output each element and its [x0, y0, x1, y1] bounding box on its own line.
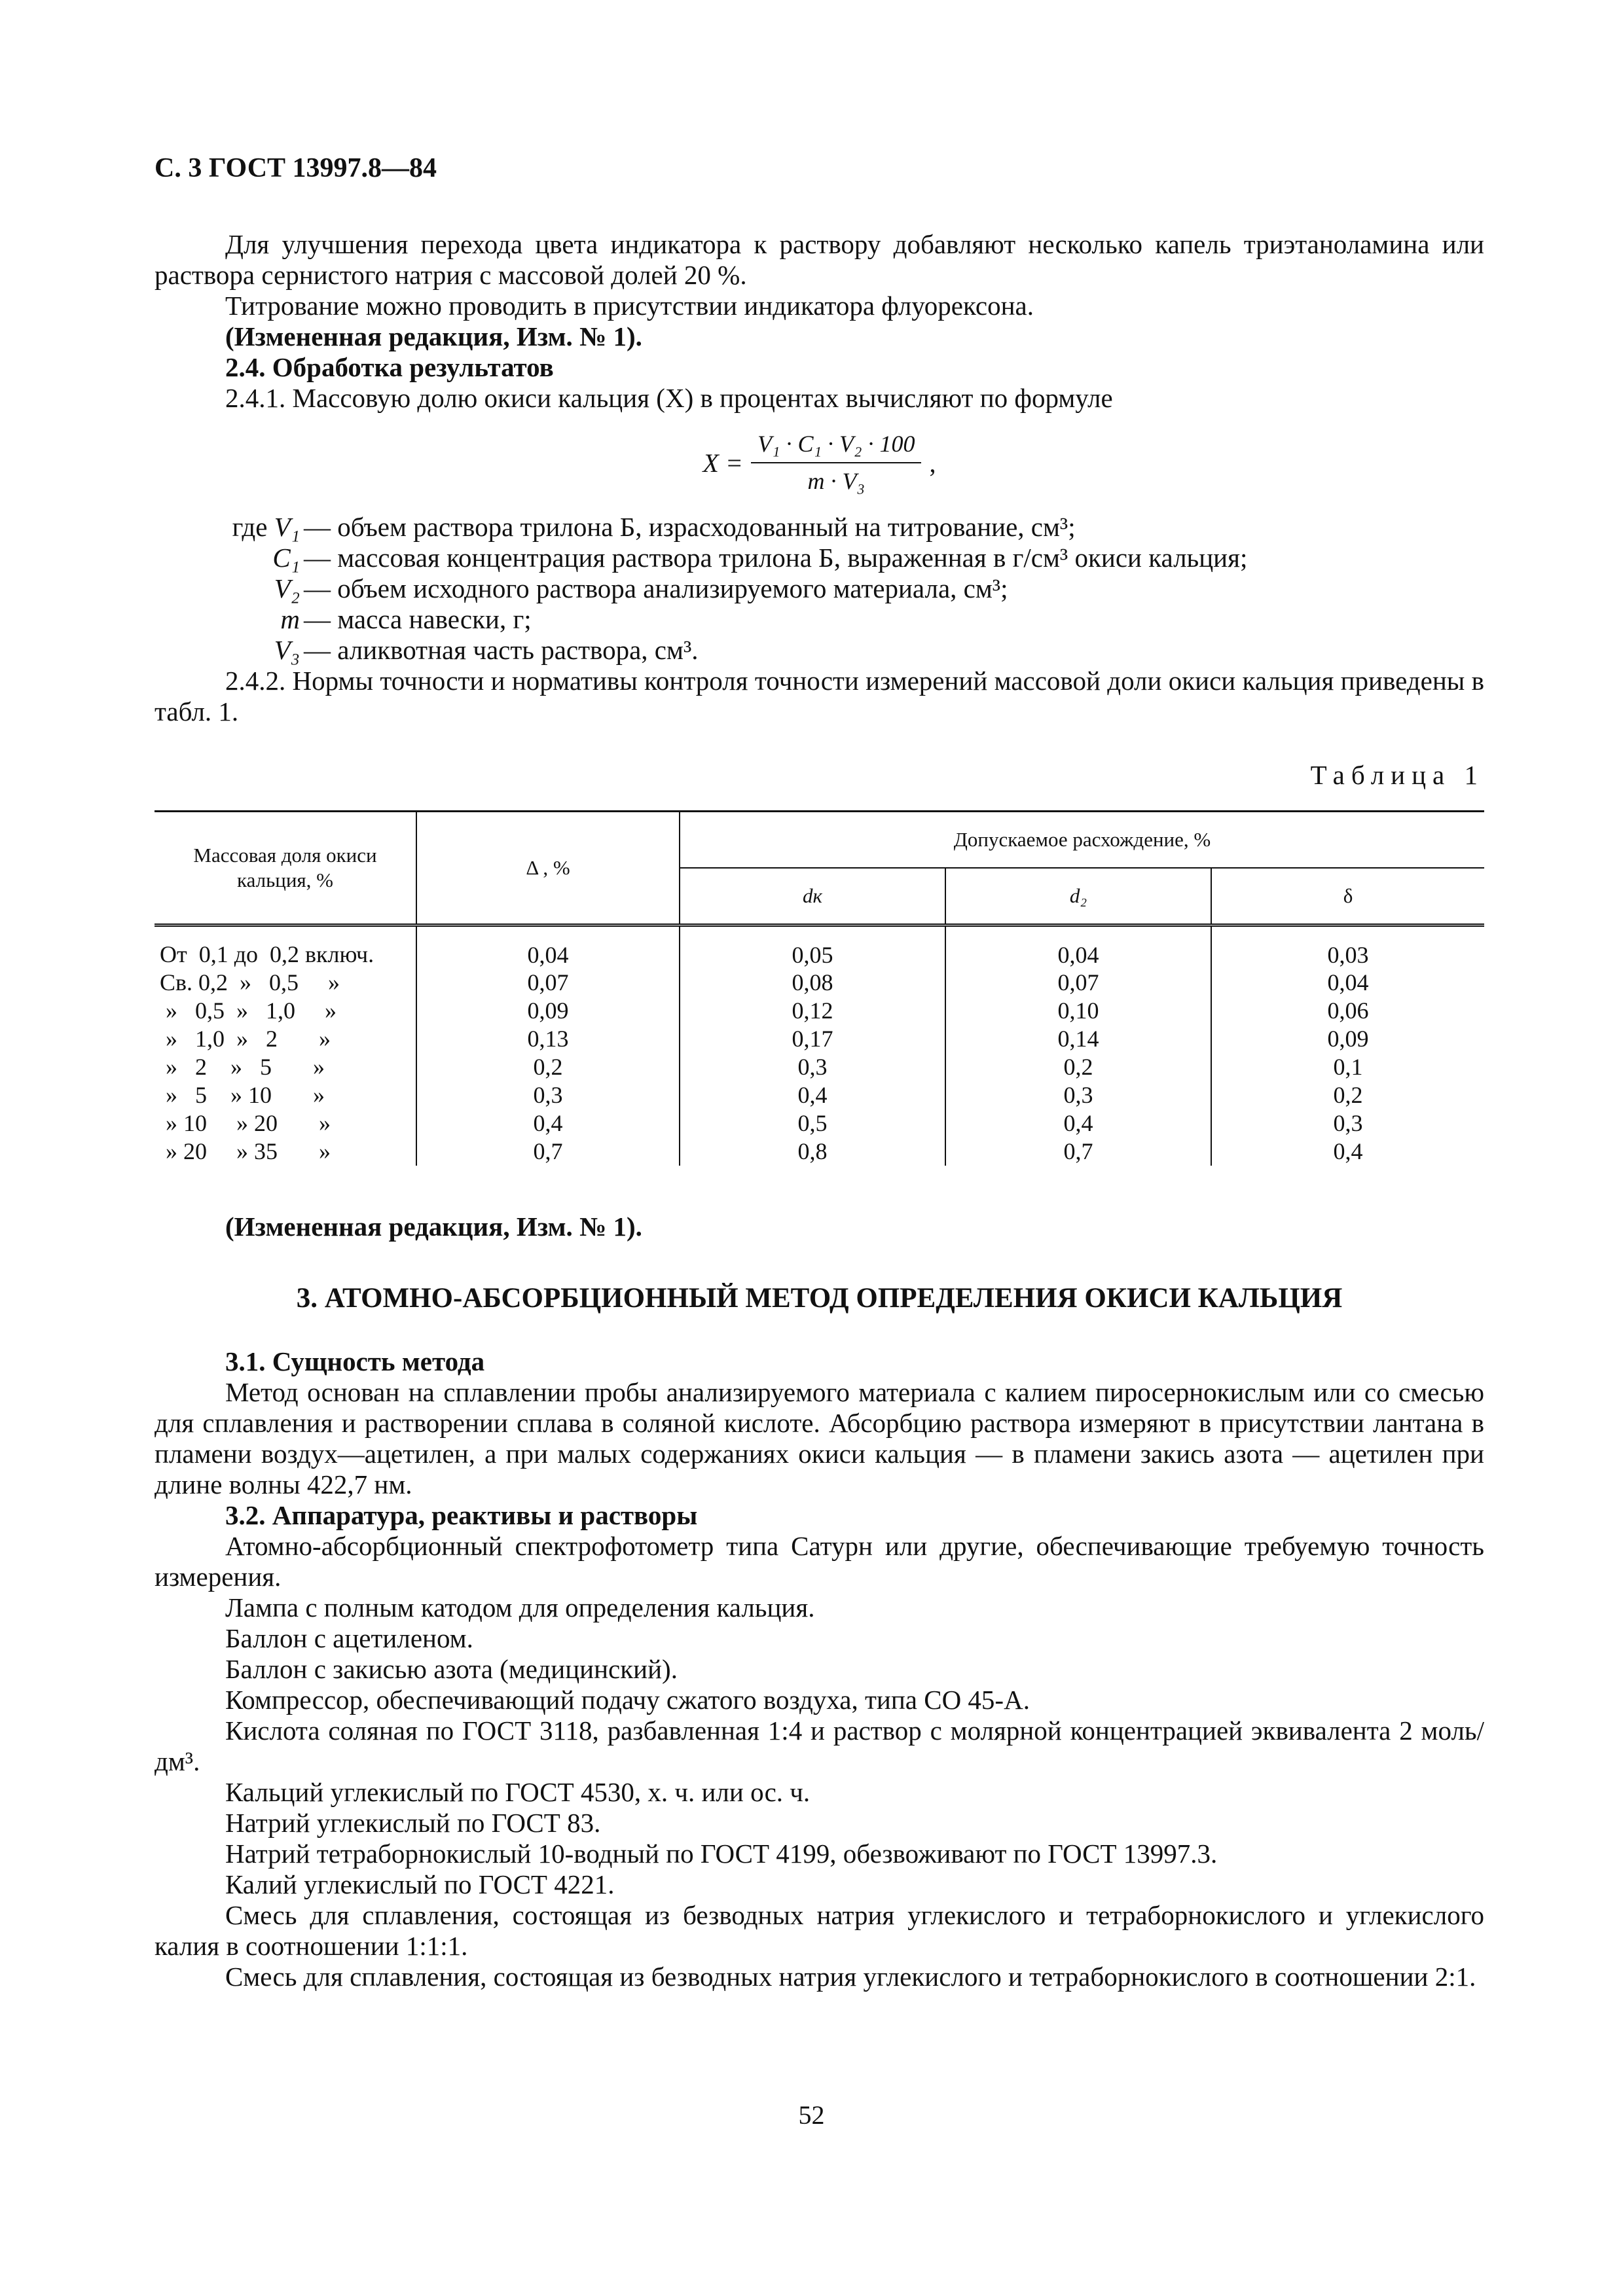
table-cell-value: 0,2	[945, 1053, 1211, 1081]
table-cell-value: 0,3	[1211, 1109, 1484, 1138]
table-cell-value: 0,13	[416, 1025, 680, 1053]
section-3-title: 3. АТОМНО-АБСОРБЦИОННЫЙ МЕТОД ОПРЕДЕЛЕНИЯ ОКИСИ КАЛЬЦИЯ	[296, 1283, 1343, 1314]
paragraph-titration: Титрование можно проводить в присутствии индикатора флуорексона.	[225, 291, 1034, 321]
reagent-item: Атомно-абсорбционный спектрофотометр типа Сатурн или другие, обеспечивающие требуемую точность измерения.	[155, 1531, 1484, 1592]
amendment-note-2: (Измененная редакция, Изм. № 1).	[225, 1211, 642, 1242]
where-text-v1: — объем раствора трилона Б, израсходованный на титрование, см³;	[304, 512, 1076, 542]
paragraph-3-1: Метод основан на сплавлении пробы анализируемого материала с калием пиросернокислым или со смесью для сплавления и растворении сплава в соляной кислоте. Абсорбцию раствора измеряют в присутствии лантана в пламени воздух—ацетилен, а при малых содержаниях окиси кальция — в пламени закись азота — ацетилен при длине волны 422,7 нм.	[155, 1377, 1484, 1499]
page-body	[155, 229, 1484, 1992]
table-cell-value: 0,04	[416, 925, 680, 969]
where-symbol-m: m	[280, 604, 300, 634]
formula-denominator: m · V₃	[807, 468, 865, 494]
reagent-item: Натрий углекислый по ГОСТ 83.	[225, 1808, 601, 1838]
table-row	[155, 925, 1484, 969]
paragraph-2-4-2: 2.4.2. Нормы точности и нормативы контроля точности измерений массовой доли окиси кальция приведены в табл. 1.	[155, 666, 1484, 726]
reagent-item: Калий углекислый по ГОСТ 4221.	[225, 1869, 615, 1899]
table-cell-value: 0,4	[945, 1109, 1211, 1138]
table-row	[155, 997, 1484, 1025]
table-cell-value: 0,04	[945, 925, 1211, 969]
table-row	[155, 1081, 1484, 1109]
table-cell-value: 0,1	[1211, 1053, 1484, 1081]
where-symbol-v1: где V₁	[232, 512, 300, 542]
table-body	[155, 925, 1484, 1166]
table-cell-range: » 0,5 » 1,0 »	[160, 997, 337, 1024]
table-row	[155, 1053, 1484, 1081]
table-cell-range: » 5 » 10 »	[160, 1082, 325, 1108]
where-symbol-c1: C₁	[272, 543, 300, 573]
table-cell-value: 0,14	[945, 1025, 1211, 1053]
reagent-item: Кальций углекислый по ГОСТ 4530, х. ч. или ос. ч.	[225, 1777, 811, 1807]
table-row	[155, 1138, 1484, 1166]
table-row	[155, 969, 1484, 997]
table-cell-value: 0,07	[416, 969, 680, 997]
table-cell-range: » 20 » 35 »	[160, 1138, 331, 1164]
table-cell-value: 0,3	[945, 1081, 1211, 1109]
reagent-item: Баллон с закисью азота (медицинский).	[225, 1654, 678, 1684]
table-row	[155, 1025, 1484, 1053]
reagent-item: Кислота соляная по ГОСТ 3118, разбавленная 1:4 и раствор с молярной концентрацией эквивалента 2 моль/дм³.	[155, 1715, 1484, 1776]
reagent-item: Лампа с полным катодом для определения кальция.	[225, 1592, 815, 1623]
table-cell-value: 0,8	[680, 1138, 945, 1166]
table-cell-range: Св. 0,2 » 0,5 »	[160, 969, 340, 996]
table-header-delta: Δ , %	[416, 812, 680, 925]
section-3-2-title: 3.2. Аппаратура, реактивы и растворы	[225, 1500, 698, 1530]
paragraph-2-4-1: 2.4.1. Массовую долю окиси кальция (X) в процентах вычисляют по формуле	[225, 383, 1113, 413]
table-cell-value: 0,10	[945, 997, 1211, 1025]
table-cell-value: 0,7	[945, 1138, 1211, 1166]
where-text-v3: — аликвотная часть раствора, см³.	[304, 635, 699, 665]
table-cell-value: 0,09	[416, 997, 680, 1025]
table-cell-range: » 2 » 5 »	[160, 1054, 325, 1080]
table-cell-value: 0,05	[680, 925, 945, 969]
formula-numerator: V₁ · C₁ · V₂ · 100	[751, 429, 922, 463]
table-cell-value: 0,06	[1211, 997, 1484, 1025]
table-cell-value: 0,3	[416, 1081, 680, 1109]
table-header-group: Допускаемое расхождение, %	[680, 812, 1484, 869]
table-cell-value: 0,12	[680, 997, 945, 1025]
table-header-d2: d₂	[945, 868, 1211, 925]
variable-definitions	[155, 512, 1484, 666]
table-cell-value: 0,7	[416, 1138, 680, 1166]
table-cell-value: 0,5	[680, 1109, 945, 1138]
where-text-v2: — объем исходного раствора анализируемого материала, см³;	[304, 573, 1008, 603]
table-header-mass-fraction: Массовая доля окиси кальция, %	[155, 812, 416, 925]
reagent-item: Компрессор, обеспечивающий подачу сжатого воздуха, типа СО 45-А.	[225, 1685, 1030, 1715]
reagent-item: Натрий тетраборнокислый 10-водный по ГОСТ 4199, обезвоживают по ГОСТ 13997.3.	[225, 1839, 1218, 1869]
where-text-m: — масса навески, г;	[304, 604, 532, 634]
table-cell-range: От 0,1 до 0,2 включ.	[160, 941, 374, 967]
page-number: 52	[798, 2100, 825, 2130]
where-text-c1: — массовая концентрация раствора трилона Б, выраженная в г/см³ окиси кальция;	[304, 543, 1248, 573]
table-cell-value: 0,07	[945, 969, 1211, 997]
formula-lhs: X =	[702, 448, 743, 478]
where-symbol-v3: V₃	[274, 635, 300, 665]
table-cell-value: 0,08	[680, 969, 945, 997]
table-cell-value: 0,03	[1211, 925, 1484, 969]
paragraph-indicator: Для улучшения перехода цвета индикатора к раствору добавляют несколько капель триэтаноламина или раствора сернистого натрия с массовой долей 20 %.	[155, 229, 1484, 290]
table-cell-value: 0,09	[1211, 1025, 1484, 1053]
table-cell-value: 0,2	[416, 1053, 680, 1081]
formula	[155, 414, 1484, 512]
table-cell-value: 0,2	[1211, 1081, 1484, 1109]
table-cell-value: 0,4	[416, 1109, 680, 1138]
table-row	[155, 1109, 1484, 1138]
accuracy-table	[155, 810, 1484, 1166]
formula-fraction	[751, 429, 922, 497]
table-caption: Таблица 1	[1310, 760, 1484, 790]
formula-tail: ,	[929, 448, 936, 478]
where-symbol-v2: V₂	[274, 573, 300, 603]
amendment-note: (Измененная редакция, Изм. № 1).	[225, 321, 642, 351]
section-3-1-title: 3.1. Сущность метода	[225, 1346, 485, 1376]
reagent-list	[155, 1531, 1484, 1992]
table-header-dk: dк	[680, 868, 945, 925]
reagent-item: Смесь для сплавления, состоящая из безводных натрия углекислого и тетраборнокислого в соотношении 2:1.	[225, 1962, 1476, 1992]
table-cell-value: 0,4	[680, 1081, 945, 1109]
reagent-item: Баллон с ацетиленом.	[225, 1623, 473, 1653]
table-cell-range: » 1,0 » 2 »	[160, 1026, 331, 1052]
reagent-item: Смесь для сплавления, состоящая из безводных натрия углекислого и тетраборнокислого и углекислого калия в соотношении 1:1:1.	[155, 1900, 1484, 1961]
table-cell-value: 0,4	[1211, 1138, 1484, 1166]
table-cell-value: 0,3	[680, 1053, 945, 1081]
table-cell-range: » 10 » 20 »	[160, 1110, 331, 1136]
table-header-delta-small: δ	[1211, 868, 1484, 925]
section-2-4-title: 2.4. Обработка результатов	[225, 352, 554, 382]
table-cell-value: 0,17	[680, 1025, 945, 1053]
page-header: С. 3 ГОСТ 13997.8—84	[155, 153, 437, 183]
table-cell-value: 0,04	[1211, 969, 1484, 997]
